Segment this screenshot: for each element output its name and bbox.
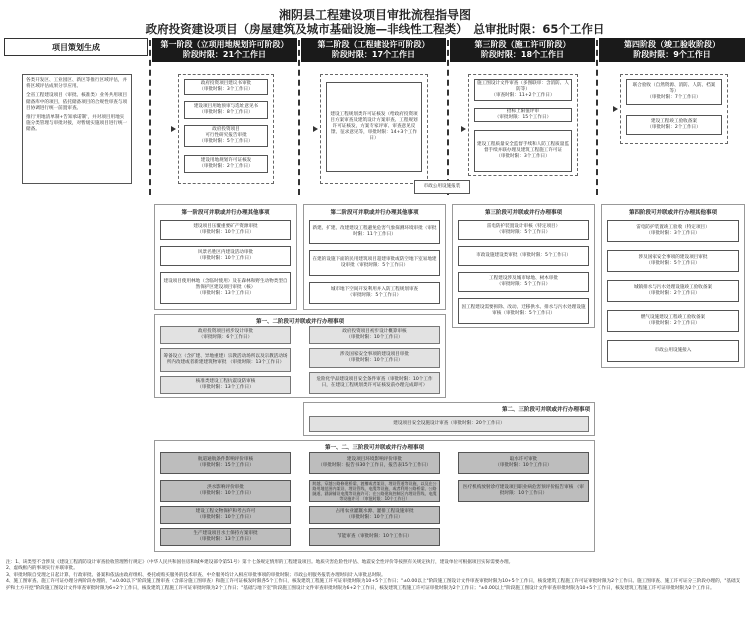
section-title: 第一阶段可并联或并行办理其他事项 — [181, 210, 270, 216]
phase123-item: 医疗机构放射诊疗建设项目职业病危害预评价报告审核 （审批时限：10个工作日） — [458, 480, 589, 502]
phase123-item: 建设工程文物保护和考古许可 （审批时限：10个工作日） — [160, 506, 291, 524]
footnote: 4、施工图审查、施工许可证办理分两阶段办理的，"±0.00以下"阶段施工图审查（含部分施工图审查）和施工许可证核发时限各5个工作日，核发建筑工程施工许可证审批时限为10+5个工作日；"±0.00以上"阶段施工图设计文件审查审批时限为10+5个工作日，核发建筑工程施工许可证审批时限为2个工作日。施工图审查、施工许可证分三阶段办理的，"基础支护和土方开挖"阶段施工图设计文件审查审批时限为6+2个工作日，核发建筑工程施工许可证审批时限为2个工作日；"基础与地下室"阶段施工图设计文件审查审批时限为6+2个工作日，核发建筑工程施工许可证审批时限为2个工作日；"±0.00以上"阶段施工图设计文件审查审批时限为10+5个工作日，核发建筑工程施工许可证审批时限为2个工作日。 — [6, 579, 741, 591]
phase3-parallel-item: 工程建设涉及城市绿地、树木审批 （审批时限：5个工作日） — [458, 272, 589, 292]
phase123-item: 洪水影响评价审批 （审批时限：10个工作日） — [160, 480, 291, 502]
phase4-parallel-item: 市政公用设施接入 — [607, 340, 739, 362]
phase3-step: 建设工程质量安全监督手续和人防工程质量监督手续并联办理及建筑工程施工许可证 （审批时限：3个工作日） — [474, 130, 572, 172]
phase12-item: 危险化学品建设项目安全条件审查（审批时限：10个工作日，在建设工程规划类许可证核发前办理完成即可） — [309, 372, 440, 394]
phase-header-3 — [450, 38, 595, 62]
phase-title: 第一阶段（立项用地规划许可阶段） — [160, 40, 289, 49]
planning-text: 各类开发区、工业园区、新区等推行区域评估，并将区域评估成果分享应用。 — [26, 78, 128, 90]
phase2-step: 建设工程规划类许可证核发（给政府投资项目方案审查及建筑设计方案审查、工程规划许可证核发，方案专家评审、审查意见反馈、征求意见等，审批时限：14+3个工作日） — [326, 82, 422, 172]
phase3-parallel-item: 因工程建设需要拆除、改动、迁移供水、排水与污水处理设施审核（审批时限：5个工作日） — [458, 298, 589, 324]
section-title: 第二、三阶段可并联或并行办理事项 — [501, 407, 590, 413]
phase123-item: 节能审查（审批时限：10个工作日） — [309, 528, 440, 546]
phase-separator — [447, 40, 449, 195]
phase4-parallel-item: 燃气设施建设工程竣工验收备案 （审批时限：2个工作日） — [607, 310, 739, 332]
phase3-step: 施工图设计文件审查（多图联审：含消防、人防等） （审查时限：11+2个工作日） — [474, 79, 572, 101]
phase-header-1 — [152, 38, 297, 62]
phase4-step: 联合验收（自然资源、消防、人防、档案等） （审批时限：7个工作日） — [626, 79, 722, 105]
phase123-item: 航道通航条件影响评价审核 （审批时限：15个工作日） — [160, 452, 291, 474]
footnotes — [6, 560, 744, 592]
footnote: 注：1、该类型不含涉及《建设工程消防设计审查验收管理暂行规定》（中华人民共和国住房和城乡建设部令第51号）第十七条规定情形的工程建设项目。地质灾害危险性评估、地震安全性评价等按照有关规定执行，建设单位可根据项目实际需要办理。 — [6, 560, 514, 565]
section-title: 第三阶段可并联或并行办理事项 — [484, 210, 562, 216]
phase-time: 阶段时限：17个工作日 — [331, 50, 416, 59]
phase4-parallel-item: 雷电防护装置竣工验收（特定项目） （审批时限：3个工作日） — [607, 220, 739, 242]
phase-title: 项目策划生成 — [52, 43, 100, 52]
phase12-item: 核准类建设工程抗震设防审核 （审批时限：13个工作日） — [160, 376, 291, 394]
phase12-item: 政府投资项目初步设计概算审核 （审批时限：10个工作日） — [309, 326, 440, 344]
phase123-item: 建设项目环境影响评价审批 （审批时限：报告书30个工作日，报告表15个工作日） — [309, 452, 440, 474]
section-title: 第四阶段可并联或并行办理其他事项 — [628, 210, 717, 216]
flow-arrow — [461, 126, 466, 132]
footnote: 2、虚线框内的事项实行并联审批。 — [6, 566, 78, 572]
page-subtitle: 政府投资建设项目（房屋建筑及城市基础设施—非线性工程类） 总审批时限：65个工作日 — [145, 22, 605, 36]
phase-header-4 — [599, 38, 745, 62]
phase2-parallel-item: 新建、扩建、改建建设工程避免危害气象探测环境审批（审批时限：11个工作日） — [309, 220, 440, 244]
phase2-parallel-item: 城市地下空间开发利用并入防工程规划审查 （审批时限：5个工作日） — [309, 282, 440, 304]
phase-separator — [596, 40, 598, 195]
flow-arrow — [313, 126, 318, 132]
phase-header-planning — [4, 38, 148, 56]
page-title: 湘阴县工程建设项目审批流程指导图 — [278, 8, 471, 22]
phase3-parallel-item: 雷电防护装置设计审核（特定项目） （审批时限：5个工作日） — [458, 220, 589, 240]
section-title: 第二阶段可并联或并行办理其他事项 — [330, 210, 419, 216]
phase3-parallel-item: 市政设施建设类审批（审批时限：5个工作日） — [458, 246, 589, 266]
phase2-parallel-item: 在建的设施下面的民用建筑项目超建审批或防空地下室易地建设审批（审批时限：5个工作日） — [309, 250, 440, 276]
phase4-parallel-item: 城镇排水与污水处理设施竣工验收备案 （审批时限：2个工作日） — [607, 280, 739, 302]
phase23-item: 建设项目安全设施设计审查（审批时限：20个工作日） — [309, 416, 589, 432]
phase-separator — [149, 40, 151, 195]
section-title: 第一、二阶段可并联或并行办理事项 — [255, 319, 344, 325]
phase123-item: 生产建设项目水土保持方案审批 （审批时限：13个工作日） — [160, 528, 291, 546]
section-title: 第一、二、三阶段可并联或并行办理事项 — [324, 445, 424, 451]
phase4-step: 建设工程竣工验收备案 （审批时限：2个工作日） — [626, 115, 722, 135]
phase123-item: 占用农业灌溉水源、灌排工程设施审批 （审批时限：10个工作日） — [309, 506, 440, 524]
phase1-parallel-item: 建设项目压覆重要矿产资源审批 （审批时限：10个工作日） — [160, 220, 291, 240]
phase1-step: 政府投资项目 可行性研究报告审批 （审批时限：5个工作日） — [184, 125, 268, 147]
phase12-item: 筹备设立（含扩建、异地重建）宗教活动场所以及宗教活动场所内改建或者新建建筑物审批 （审批时限：13个工作日） — [160, 348, 291, 372]
phase12-item: 涉及国家安全事项的建设项目审批 （审批时限：10个工作日） — [309, 348, 440, 368]
phase1-parallel-item: 风景名胜区内建设活动审批 （审批时限：10个工作日） — [160, 246, 291, 266]
planning-box — [22, 74, 132, 184]
phase-time: 阶段时限：9个工作日 — [633, 50, 711, 59]
phase-title: 第四阶段（竣工验收阶段） — [624, 40, 720, 49]
phase-title: 第二阶段（工程建设许可阶段） — [317, 40, 430, 49]
phase1-step: 建设项目用地预审与选址意见书 （审批时限：8个工作日） — [184, 101, 268, 119]
phase-time: 阶段时限：18个工作日 — [480, 50, 565, 59]
phase12-item: 政府投资项目初步设计审批 （审批时限：6个工作日） — [160, 326, 291, 344]
phase3-step: 招标上限值评审 （审批时限：15个工作日） — [474, 108, 572, 122]
phase123-item: 取水许可审批 （审批时限：10个工作日） — [458, 452, 589, 474]
phase-separator — [298, 40, 300, 195]
planning-text: 推行'用地清单制+告知承诺制'，并对项目用地实施分类管理与审批对接，对暂缓实施项目进行统一储备。 — [26, 115, 128, 133]
planning-text: 全省工程建设项目（审批、核准类）业务共用项目储备库中的项目，依托储备项目的合规性审查与项目协调进行统一前置审查。 — [26, 93, 128, 111]
phase123-item: 跨越、穿越公路修建桥梁、渡槽或者架设、埋设管道等设施，以及在公路用地范围内架设、埋设管线、电缆等设施，或者利用公路桥梁、公路隧道、涵洞铺设电缆等设施许可；在公路建筑控制区内埋设管线、电缆等设施许可 （审批时限：10个工作日） — [309, 480, 440, 502]
phase1-parallel-item: 建设项目使用林地（含临时使用）及在森林和野生动物类型自然保护区建设项目审批（核） （审批时限：13个工作日） — [160, 272, 291, 304]
flow-arrow — [613, 106, 618, 112]
phase3-sub-step: 市政公用设施报装 — [414, 180, 470, 194]
phase4-parallel-item: 涉及国家安全事项的建设项目审批 （审批时限：5个工作日） — [607, 250, 739, 272]
flow-arrow — [171, 126, 176, 132]
phase-title: 第三阶段（施工许可阶段） — [474, 40, 571, 49]
phase1-step: 建设用地规划许可证核发 （审批时限：2个工作日） — [184, 155, 268, 173]
phase1-step: 政府投资项目建议书审批 （审批时限：3个工作日） — [184, 79, 268, 95]
phase-time: 阶段时限：21个工作日 — [182, 50, 267, 59]
phase-header-2 — [301, 38, 446, 62]
footnote: 3、审批时限自受理之日起计算，行政审批、备案和依法由政府组织、委托或购买服务的技术审查、中介服务均计入相应审批事项的审批时限；市政公用服务报装办理时间计入审批总时限。 — [6, 572, 386, 578]
